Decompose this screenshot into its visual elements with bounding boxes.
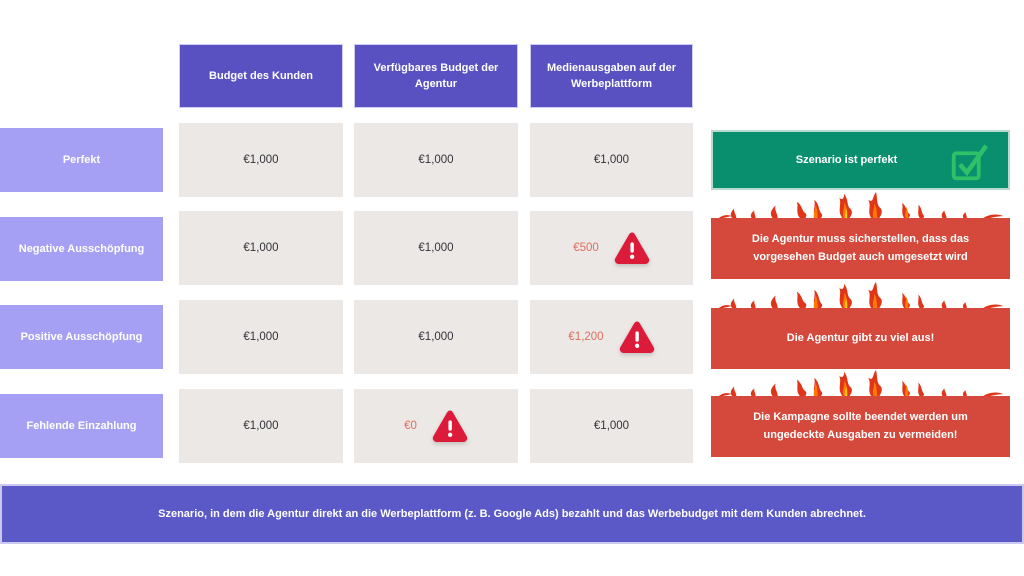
value-text: €1,000 — [243, 420, 279, 432]
scenario-description-text: Szenario, in dem die Agentur direkt an die Werbeplattform (z. B. Google Ads) bezahlt und das Werbebudget mit dem Kunden abrechnet. — [158, 508, 866, 520]
row-label-perfekt — [0, 128, 163, 192]
status-text: Die Kampagne sollte beendet werden um ungedeckte Ausgaben zu vermeiden! — [753, 411, 968, 441]
row-label-positive-ausschoepfung — [0, 305, 163, 369]
status-box-danger — [711, 308, 1010, 369]
value-text: €500 — [573, 242, 599, 254]
status-text: Die Agentur muss sicherstellen, dass das vorgesehen Budget auch umgesetzt wird — [751, 233, 970, 263]
column-header-medienausgaben — [530, 44, 693, 108]
value-text: €1,000 — [593, 154, 630, 166]
value-cell-alert — [530, 211, 693, 285]
value-cell — [179, 300, 343, 374]
warning-triangle-icon — [432, 410, 468, 443]
value-text: €1,000 — [418, 154, 454, 166]
scenario-description-banner — [0, 484, 1024, 544]
status-box-danger — [711, 396, 1010, 457]
value-text: €1,000 — [593, 420, 630, 432]
flames-decoration — [711, 192, 1010, 219]
value-cell — [179, 211, 343, 285]
column-header-budget-kunde — [179, 44, 343, 108]
value-cell — [354, 123, 518, 197]
value-text: €1,000 — [418, 331, 454, 343]
status-text: Die Agentur gibt zu viel aus! — [786, 331, 935, 344]
status-box-success — [711, 130, 1010, 190]
value-text: €1,000 — [418, 242, 454, 254]
column-header-label: Budget des Kunden — [209, 69, 313, 82]
value-text: €0 — [404, 420, 417, 432]
row-label-text: Perfekt — [62, 154, 101, 166]
column-header-budget-agentur — [354, 44, 518, 108]
value-cell — [179, 123, 343, 197]
checkbox-check-icon — [948, 142, 992, 182]
value-text: €1,000 — [243, 154, 279, 166]
value-cell — [179, 389, 343, 463]
value-cell — [530, 123, 693, 197]
flames-decoration — [711, 370, 1010, 397]
warning-triangle-icon — [619, 321, 655, 354]
value-cell-alert — [354, 389, 518, 463]
value-cell — [354, 300, 518, 374]
value-text: €1,200 — [568, 331, 604, 343]
value-text: €1,000 — [243, 331, 279, 343]
flames-decoration — [711, 282, 1010, 309]
row-label-fehlende-einzahlung — [0, 394, 163, 458]
value-cell-alert — [530, 300, 693, 374]
column-header-label: Verfügbares Budget der Agentur — [373, 61, 499, 90]
value-cell — [354, 211, 518, 285]
value-cell — [530, 389, 693, 463]
status-box-danger — [711, 218, 1010, 279]
warning-triangle-icon — [614, 232, 650, 265]
row-label-text: Negative Ausschöpfung — [18, 243, 145, 255]
row-label-text: Positive Ausschöpfung — [20, 331, 143, 343]
row-label-negative-ausschoepfung — [0, 217, 163, 281]
column-header-label: Medienausgaben auf der Werbeplattform — [547, 61, 676, 90]
value-text: €1,000 — [243, 242, 279, 254]
status-text: Szenario ist perfekt — [795, 154, 898, 166]
row-label-text: Fehlende Einzahlung — [26, 420, 137, 432]
